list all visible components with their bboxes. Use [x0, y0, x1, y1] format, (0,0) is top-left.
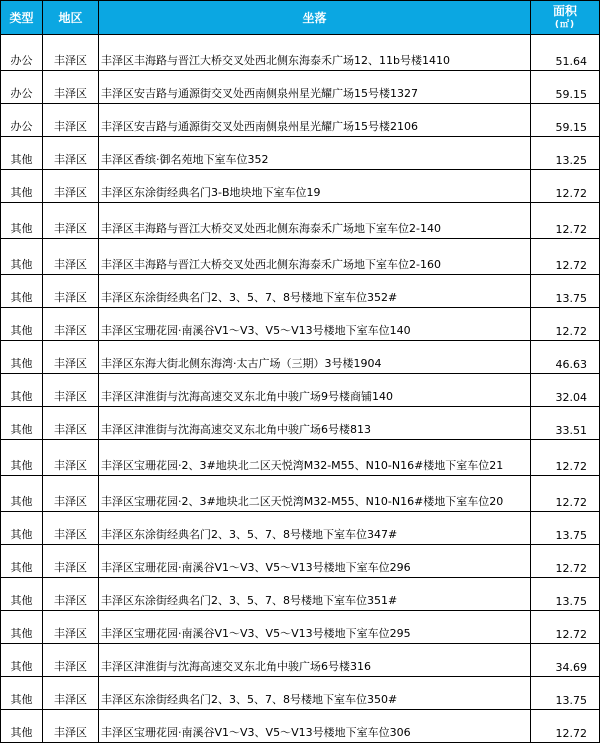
cell-type: 其他: [1, 308, 43, 341]
cell-district: 丰泽区: [43, 644, 99, 677]
cell-district: 丰泽区: [43, 137, 99, 170]
cell-location: 丰泽区宝珊花园·南溪谷V1～V3、V5～V13号楼地下室车位295: [99, 611, 531, 644]
table-row: [1, 407, 600, 440]
table-row: [1, 239, 600, 275]
cell-area: 13.75: [531, 677, 600, 710]
cell-area: 13.75: [531, 512, 600, 545]
cell-district: 丰泽区: [43, 677, 99, 710]
cell-location: 丰泽区宝珊花园·南溪谷V1～V3、V5～V13号楼地下室车位296: [99, 545, 531, 578]
cell-location: 丰泽区丰海路与晋江大桥交叉处西北侧东海泰禾广场地下室车位2-160: [99, 239, 531, 275]
cell-area: 12.72: [531, 203, 600, 239]
cell-district: 丰泽区: [43, 170, 99, 203]
cell-location: 丰泽区宝珊花园·2、3#地块北二区天悦湾M32-M55、N10-N16#楼地下室车位20: [99, 476, 531, 512]
cell-type: 其他: [1, 239, 43, 275]
cell-area: 34.69: [531, 644, 600, 677]
cell-district: 丰泽区: [43, 308, 99, 341]
cell-area: 12.72: [531, 170, 600, 203]
table-row: [1, 611, 600, 644]
cell-area: 46.63: [531, 341, 600, 374]
cell-type: 其他: [1, 512, 43, 545]
cell-district: 丰泽区: [43, 275, 99, 308]
cell-location: 丰泽区东涂街经典名门2、3、5、7、8号楼地下室车位352#: [99, 275, 531, 308]
cell-type: 其他: [1, 578, 43, 611]
cell-location: 丰泽区东涂街经典名门2、3、5、7、8号楼地下室车位351#: [99, 578, 531, 611]
cell-district: 丰泽区: [43, 710, 99, 743]
cell-area: 12.72: [531, 611, 600, 644]
cell-location: 丰泽区津淮街与沈海高速交叉东北角中骏广场6号楼316: [99, 644, 531, 677]
cell-location: 丰泽区安吉路与通源街交叉处西南侧泉州星光耀广场15号楼2106: [99, 104, 531, 137]
table-row: [1, 710, 600, 743]
cell-district: 丰泽区: [43, 578, 99, 611]
column-header-area-unit: (㎡): [554, 19, 576, 30]
table-header-row: [1, 1, 600, 35]
table-row: [1, 644, 600, 677]
cell-district: 丰泽区: [43, 71, 99, 104]
cell-type: 办公: [1, 35, 43, 71]
column-header-area-label: 面积: [552, 3, 577, 18]
cell-district: 丰泽区: [43, 611, 99, 644]
cell-location: 丰泽区宝珊花园·南溪谷V1～V3、V5～V13号楼地下室车位140: [99, 308, 531, 341]
cell-location: 丰泽区宝珊花园·南溪谷V1～V3、V5～V13号楼地下室车位306: [99, 710, 531, 743]
cell-area: 32.04: [531, 374, 600, 407]
cell-area: 59.15: [531, 71, 600, 104]
table-row: [1, 374, 600, 407]
cell-district: 丰泽区: [43, 35, 99, 71]
cell-location: 丰泽区香缤·御名苑地下室车位352: [99, 137, 531, 170]
cell-area: 12.72: [531, 710, 600, 743]
cell-location: 丰泽区津淮街与沈海高速交叉东北角中骏广场6号楼813: [99, 407, 531, 440]
table-row: [1, 203, 600, 239]
column-header-area: [531, 1, 600, 35]
cell-district: 丰泽区: [43, 203, 99, 239]
cell-type: 其他: [1, 611, 43, 644]
cell-type: 其他: [1, 677, 43, 710]
cell-type: 其他: [1, 476, 43, 512]
cell-type: 办公: [1, 104, 43, 137]
table-row: [1, 440, 600, 476]
cell-district: 丰泽区: [43, 239, 99, 275]
cell-area: 13.75: [531, 578, 600, 611]
table-row: [1, 170, 600, 203]
cell-type: 其他: [1, 203, 43, 239]
table-row: [1, 104, 600, 137]
cell-area: 12.72: [531, 476, 600, 512]
table-row: [1, 341, 600, 374]
cell-area: 59.15: [531, 104, 600, 137]
table-row: [1, 308, 600, 341]
cell-type: 其他: [1, 137, 43, 170]
cell-district: 丰泽区: [43, 545, 99, 578]
table-row: [1, 512, 600, 545]
cell-type: 其他: [1, 710, 43, 743]
column-header-district: 地区: [43, 1, 99, 35]
cell-type: 其他: [1, 170, 43, 203]
cell-area: 51.64: [531, 35, 600, 71]
cell-location: 丰泽区丰海路与晋江大桥交叉处西北侧东海泰禾广场12、11b号楼1410: [99, 35, 531, 71]
cell-area: 12.72: [531, 308, 600, 341]
table-row: [1, 677, 600, 710]
cell-type: 其他: [1, 644, 43, 677]
column-header-location: 坐落: [99, 1, 531, 35]
cell-location: 丰泽区津淮街与沈海高速交叉东北角中骏广场9号楼商铺140: [99, 374, 531, 407]
cell-district: 丰泽区: [43, 476, 99, 512]
cell-area: 13.25: [531, 137, 600, 170]
cell-location: 丰泽区安吉路与通源街交叉处西南侧泉州星光耀广场15号楼1327: [99, 71, 531, 104]
cell-district: 丰泽区: [43, 440, 99, 476]
cell-location: 丰泽区东涂街经典名门2、3、5、7、8号楼地下室车位347#: [99, 512, 531, 545]
cell-district: 丰泽区: [43, 104, 99, 137]
cell-location: 丰泽区东涂街经典名门2、3、5、7、8号楼地下室车位350#: [99, 677, 531, 710]
cell-type: 其他: [1, 440, 43, 476]
column-header-type: 类型: [1, 1, 43, 35]
cell-district: 丰泽区: [43, 341, 99, 374]
table-row: [1, 71, 600, 104]
table-row: [1, 137, 600, 170]
cell-area: 12.72: [531, 440, 600, 476]
cell-area: 12.72: [531, 545, 600, 578]
cell-type: 办公: [1, 71, 43, 104]
cell-type: 其他: [1, 407, 43, 440]
cell-type: 其他: [1, 545, 43, 578]
cell-type: 其他: [1, 275, 43, 308]
table-row: [1, 35, 600, 71]
cell-district: 丰泽区: [43, 512, 99, 545]
cell-location: 丰泽区丰海路与晋江大桥交叉处西北侧东海泰禾广场地下室车位2-140: [99, 203, 531, 239]
cell-district: 丰泽区: [43, 374, 99, 407]
cell-location: 丰泽区宝珊花园·2、3#地块北二区天悦湾M32-M55、N10-N16#楼地下室车位21: [99, 440, 531, 476]
cell-location: 丰泽区东涂街经典名门3-B地块地下室车位19: [99, 170, 531, 203]
cell-type: 其他: [1, 341, 43, 374]
cell-type: 其他: [1, 374, 43, 407]
cell-location: 丰泽区东海大街北侧东海湾·太古广场（三期）3号楼1904: [99, 341, 531, 374]
cell-district: 丰泽区: [43, 407, 99, 440]
table-row: [1, 578, 600, 611]
cell-area: 33.51: [531, 407, 600, 440]
cell-area: 13.75: [531, 275, 600, 308]
table-row: [1, 545, 600, 578]
table-row: [1, 476, 600, 512]
table-row: [1, 275, 600, 308]
cell-area: 12.72: [531, 239, 600, 275]
